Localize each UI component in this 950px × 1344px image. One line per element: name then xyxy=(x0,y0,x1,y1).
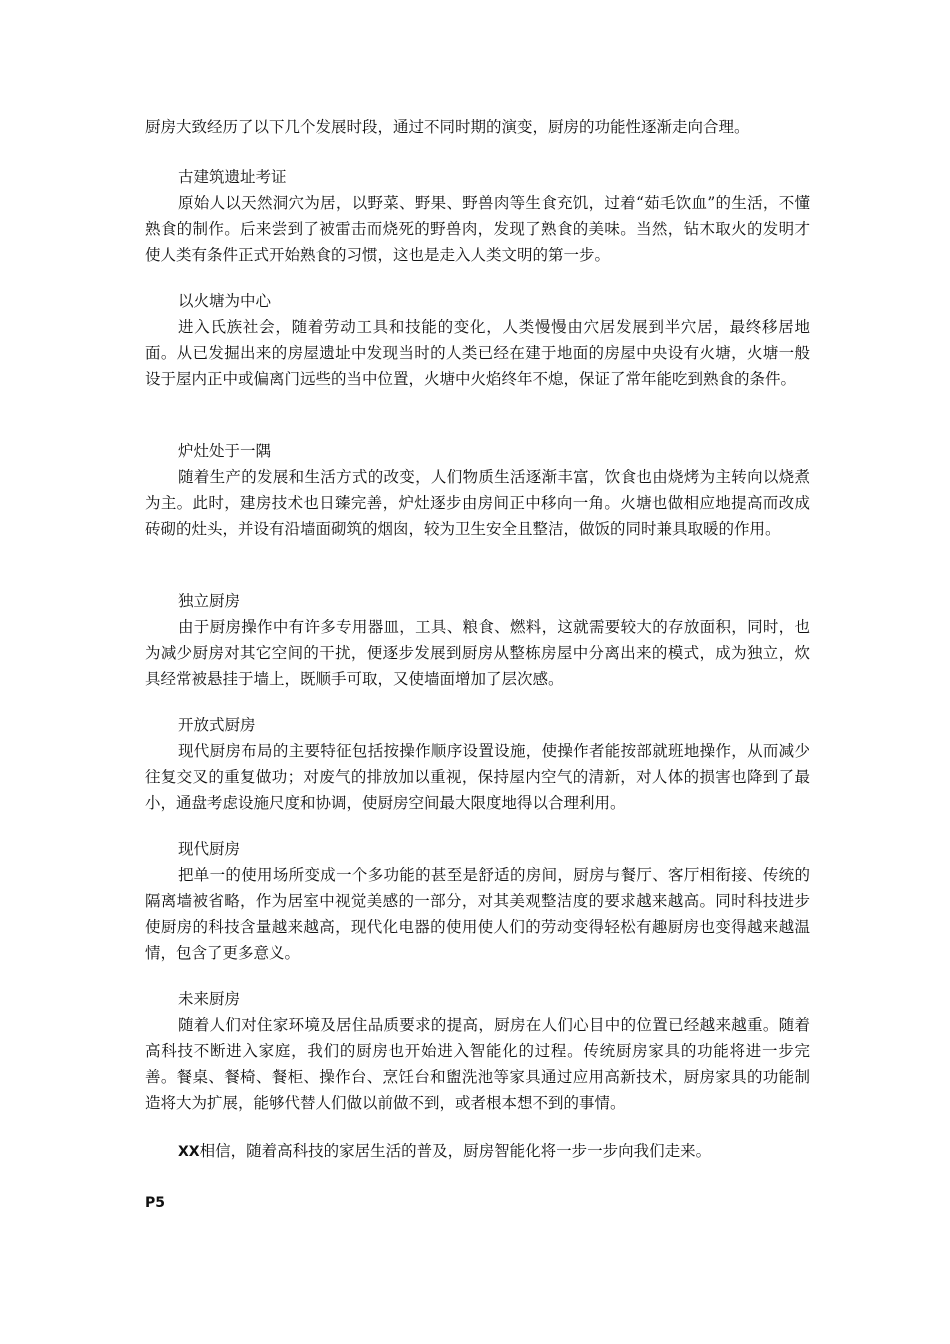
section-heading: 未来厨房 xyxy=(178,990,241,1008)
closing-paragraph xyxy=(145,1138,843,1165)
section-body: 随着人们对住家环境及居住品质要求的提高，厨房在人们心目中的位置已经越来越重。随着高科技不断进入家庭，我们的厨房也开始进入智能化的过程。传统厨房家具的功能将进一步完善。餐桌、餐椅、餐柜、操作台、烹饪台和盥洗池等家具通过应用高新技术，厨房家具的功能制造将大为扩展，能够代替人们做以前做不到，或者根本想不到的事情。 xyxy=(145,1016,810,1112)
section-ancient-sites xyxy=(145,164,810,268)
section-heading: 炉灶处于一隅 xyxy=(178,442,272,460)
section-heading: 独立厨房 xyxy=(178,592,241,610)
section-heading: 古建筑遗址考证 xyxy=(178,168,287,186)
intro-paragraph: 厨房大致经历了以下几个发展时段，通过不同时期的演变，厨房的功能性逐渐走向合理。 xyxy=(145,118,750,136)
section-stove-corner xyxy=(145,438,810,542)
section-future-kitchen xyxy=(145,986,810,1116)
section-fire-pit xyxy=(145,288,810,392)
page-number: P5 xyxy=(145,1195,166,1211)
section-modern-kitchen xyxy=(145,836,810,966)
section-body: 随着生产的发展和生活方式的改变，人们物质生活逐渐丰富，饮食也由烧烤为主转向以烧煮为主。此时，建房技术也日臻完善，炉灶逐步由房间正中移向一角。火塘也做相应地提高而改成砖砌的灶头，并设有沿墙面砌筑的烟囱，较为卫生安全且整洁，做饭的同时兼具取暖的作用。 xyxy=(145,468,810,538)
section-body: 把单一的使用场所变成一个多功能的甚至是舒适的房间，厨房与餐厅、客厅相衔接、传统的隔离墙被省略，作为居室中视觉美感的一部分，对其美观整洁度的要求越来越高。同时科技进步使厨房的科技含量越来越高，现代化电器的使用使人们的劳动变得轻松有趣厨房也变得越来越温情，包含了更多意义。 xyxy=(145,866,810,962)
brand-name: XX xyxy=(178,1144,200,1160)
closing-text: 相信，随着高科技的家居生活的普及，厨房智能化将一步一步向我们走来。 xyxy=(199,1142,712,1160)
section-open-kitchen xyxy=(145,712,810,816)
section-body: 现代厨房布局的主要特征包括按操作顺序设置设施，使操作者能按部就班地操作，从而减少往复交叉的重复做功；对废气的排放加以重视，保持屋内空气的清新，对人体的损害也降到了最小，通盘考虑设施尺度和协调，使厨房空间最大限度地得以合理利用。 xyxy=(145,742,810,812)
section-heading: 现代厨房 xyxy=(178,840,241,858)
section-body: 进入氏族社会，随着劳动工具和技能的变化，人类慢慢由穴居发展到半穴居，最终移居地面。从已发掘出来的房屋遗址中发现当时的人类已经在建于地面的房屋中央设有火塘，火塘一般设于屋内正中或偏离门远些的当中位置，火塘中火焰终年不熄，保证了常年能吃到熟食的条件。 xyxy=(145,318,810,388)
section-heading: 开放式厨房 xyxy=(178,716,256,734)
section-body: 原始人以天然洞穴为居，以野菜、野果、野兽肉等生食充饥，过着“茹毛饮血”的生活，不懂熟食的制作。后来尝到了被雷击而烧死的野兽肉，发现了熟食的美味。当然，钻木取火的发明才使人类有条件正式开始熟食的习惯，这也是走入人类文明的第一步。 xyxy=(145,194,810,264)
section-body: 由于厨房操作中有许多专用器皿，工具、粮食、燃料，这就需要较大的存放面积，同时，也为减少厨房对其它空间的干扰，便逐步发展到厨房从整栋房屋中分离出来的模式，成为独立，炊具经常被悬挂于墙上，既顺手可取，又使墙面增加了层次感。 xyxy=(145,618,810,688)
section-independent-kitchen xyxy=(145,588,810,692)
section-heading: 以火塘为中心 xyxy=(178,292,272,310)
